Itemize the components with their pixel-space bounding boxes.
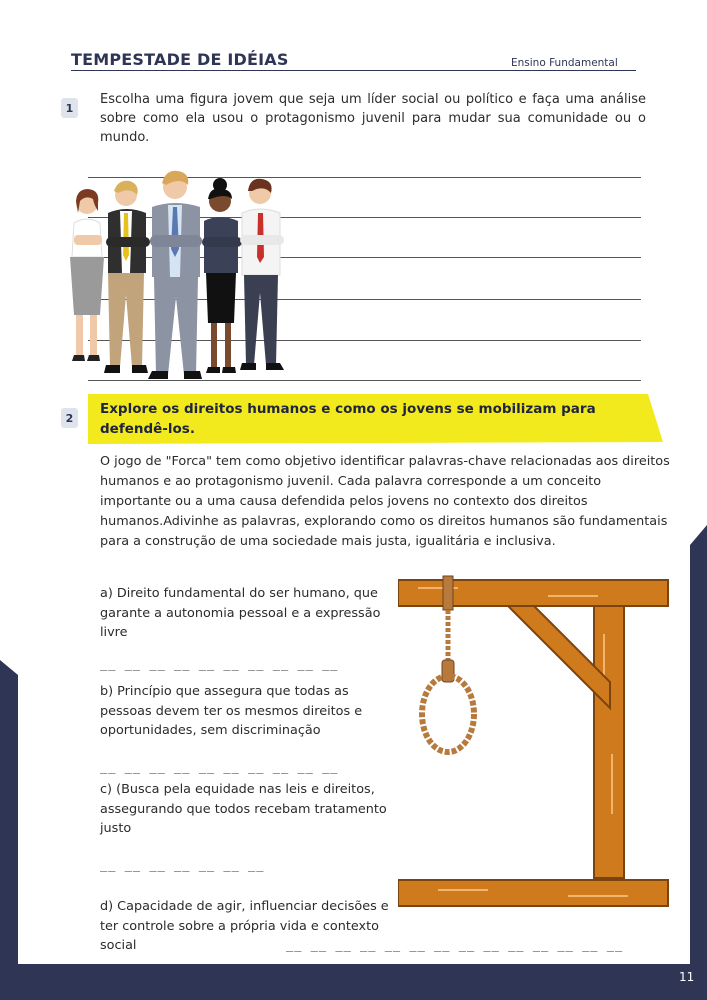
hangman-blanks-b[interactable]: __ __ __ __ __ __ __ __ __ __ <box>100 760 339 774</box>
person-man-right-icon <box>240 179 284 370</box>
page-title: TEMPESTADE DE IDÉIAS <box>71 50 289 69</box>
hangman-blanks-a[interactable]: __ __ __ __ __ __ __ __ __ __ <box>100 657 339 671</box>
group-of-people-illustration <box>60 165 300 385</box>
person-woman-left-icon <box>70 189 104 361</box>
person-man-center-icon <box>148 171 202 379</box>
hangman-clue-b: b) Princípio que assegura que todas as pessoas devem ter os mesmos direitos e oportunidades, sem discriminação <box>100 684 363 738</box>
hangman-clue-d: d) Capacidade de agir, influenciar decisões e ter controle sobre a própria vida e contexto social <box>100 899 389 953</box>
person-man-blond-icon <box>104 181 150 373</box>
question-number-2: 2 <box>61 408 78 428</box>
question-number-1: 1 <box>61 98 78 118</box>
question-2-title: Explore os direitos humanos e como os jovens se mobilizam para defendê-los. <box>100 401 596 437</box>
hangman-clue-c: c) (Busca pela equidade nas leis e direitos, assegurando que todos recebam tratamento justo <box>100 782 387 836</box>
footer-bar <box>0 964 707 1000</box>
hangman-blanks-c[interactable]: __ __ __ __ __ __ __ <box>100 858 265 872</box>
question-2-description: O jogo de "Forca" tem como objetivo identificar palavras-chave relacionadas aos direitos humanos e ao protagonismo juvenil. Cada palavra corresponde a um conceito importante ou a uma causa defendida pelos jovens no contexto dos direitos humanos.Adivinhe as palavras, explorando como os direitos humanos são fundamentais para a construção de uma sociedade mais justa, igualitária e inclusiva. <box>100 454 670 549</box>
person-woman-right-icon <box>202 178 242 373</box>
hangman-blanks-d[interactable]: __ __ __ __ __ __ __ __ __ __ __ __ __ __ <box>286 938 624 952</box>
page-number: 11 <box>679 970 695 984</box>
hangman-clue-a: a) Direito fundamental do ser humano, que garante a autonomia pessoal e a expressão livre <box>100 586 381 640</box>
grade-level: Ensino Fundamental <box>511 57 618 69</box>
header-rule <box>71 70 636 71</box>
question-1-text: Escolha uma figura jovem que seja um líder social ou político e faça uma análise sobre como ela usou o protagonismo juvenil para mudar sua comunidade ou o mundo. <box>100 92 646 145</box>
gallows-icon <box>398 574 670 914</box>
